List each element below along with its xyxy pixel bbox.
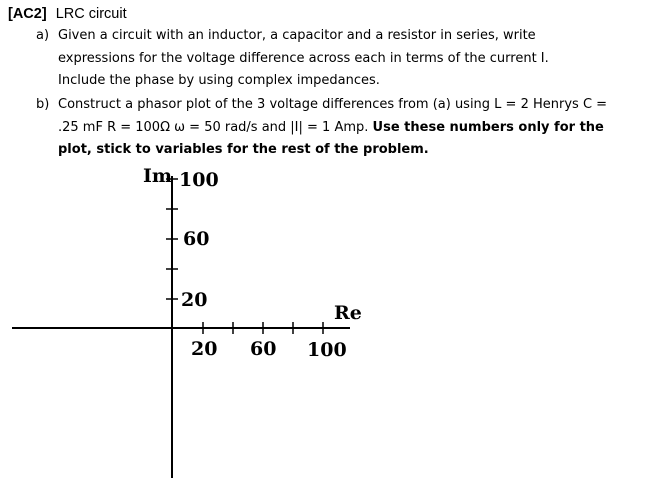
question-a-line-2: expressions for the voltage difference across each in terms of the current I. <box>58 50 549 66</box>
im-axis-label: Im <box>143 165 172 187</box>
x-tick-label-100: 100 <box>307 339 347 361</box>
phasor-axes <box>0 160 656 488</box>
question-a-line-3: Include the phase by using complex impedances. <box>58 73 380 88</box>
re-axis-label: Re <box>334 302 362 324</box>
x-tick-label-60: 60 <box>250 338 277 360</box>
question-b-emphasis-1: Use these numbers only for the <box>372 119 604 135</box>
question-b-emphasis-2: plot, stick to variables for the rest of the problem. <box>58 142 429 157</box>
y-tick-label-20: 20 <box>181 289 208 311</box>
question-b-line-2: .25 mF R = 100Ω ω = 50 rad/s and |I| = 1 Amp. <box>58 119 369 135</box>
problem-title: LRC circuit <box>55 6 127 22</box>
question-a-line-1: Given a circuit with an inductor, a capacitor and a resistor in series, write <box>58 28 536 43</box>
y-tick-label-60: 60 <box>183 228 210 250</box>
x-tick-label-20: 20 <box>191 338 218 360</box>
y-tick-label-100: 100 <box>179 169 219 191</box>
problem-tag: [AC2] <box>8 6 47 22</box>
question-a-marker: a) <box>36 28 50 43</box>
question-b-line-1: Construct a phasor plot of the 3 voltage differences from (a) using L = 2 Henrys C = <box>58 97 608 112</box>
problem-header <box>8 6 127 22</box>
question-b-marker: b) <box>36 97 50 112</box>
